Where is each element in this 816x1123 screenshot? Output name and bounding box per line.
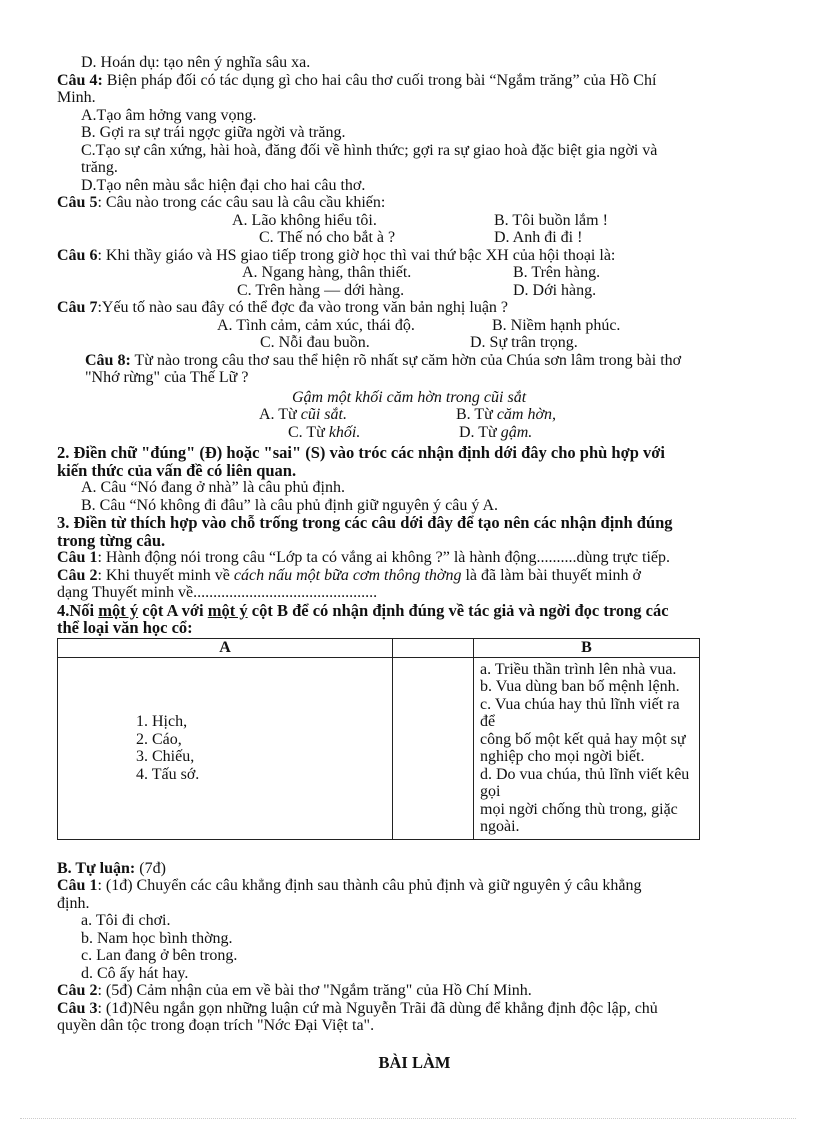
part3-q2: Câu 2: Khi thuyết minh về cách nấu một bữa cơm thông thờng là đã làm bài thuyết minh ở: [57, 566, 641, 584]
q5-options-row2: [57, 229, 772, 247]
q5-option-c: C. Thế nó cho bắt à ?: [259, 229, 396, 246]
q7-options-row1: [57, 317, 772, 335]
q4-option-c-cont: trăng.: [81, 159, 118, 176]
q4-prompt: Câu 4: Biện pháp đối có tác dụng gì cho hai câu thơ cuối trong bài “Ngắm trăng” của Hồ Chí: [57, 71, 657, 89]
part4-heading-cont: thể loại văn học cổ:: [57, 618, 193, 637]
column-middle-cell: [393, 657, 474, 839]
column-a-cell: [58, 657, 393, 839]
q4-option-c: C.Tạo sự cân xứng, hài hoà, đăng đối về hình thức; gợi ra sự giao hoà đặc biệt gia ngời và: [81, 141, 658, 159]
column-middle-header: [393, 638, 474, 657]
column-b-line: d. Do vua chúa, thủ lĩnh viết kêu gọi: [480, 765, 690, 800]
column-a-header: A: [58, 638, 393, 657]
matching-table: [57, 638, 700, 840]
q8-options-row1: [57, 406, 772, 424]
column-a-item: 3. Chiếu,: [136, 748, 195, 765]
partB-q1-cont: định.: [57, 894, 90, 912]
exam-page: [57, 54, 772, 1071]
q4-prompt-cont: Minh.: [57, 89, 96, 106]
partB-heading: B. Tự luận: (7đ): [57, 859, 166, 877]
partB-q3: Câu 3: (1đ)Nêu ngắn gọn những luận cứ mà Nguyễn Trãi đã dùng để khẳng định độc lập, chủ: [57, 999, 658, 1017]
q5-option-a: A. Lão không hiểu tôi.: [232, 211, 377, 229]
q7-option-b: B. Niềm hạnh phúc.: [492, 316, 621, 334]
q8-label: Câu 8:: [85, 351, 131, 369]
q6-label: Câu 6: [57, 246, 98, 264]
partB-item-b: b. Nam học bình thờng.: [81, 929, 233, 947]
q8-option-d: D. Từ gậm.: [459, 423, 533, 441]
q7-option-c: C. Nỗi đau buồn.: [260, 334, 370, 351]
column-b-line: a. Triều thần trình lên nhà vua.: [480, 660, 677, 678]
part2-item-b: B. Câu “Nó không đi đâu” là câu phủ định giữ nguyên ý câu ý A.: [81, 496, 499, 514]
q5-prompt: Câu 5: Câu nào trong các câu sau là câu cầu khiến:: [57, 194, 386, 211]
part3-heading: 3. Điền từ thích hợp vào chỗ trống trong các câu dới đây để tạo nên các nhận định đúng: [57, 513, 673, 532]
q6-options-row2: [57, 282, 772, 300]
q6-option-d: D. Dới hàng.: [513, 281, 597, 299]
column-b-line: b. Vua dùng ban bố mệnh lệnh.: [480, 678, 680, 695]
column-b-line: công bố một kết quả hay một sự: [480, 730, 686, 748]
q7-label: Câu 7: [57, 299, 98, 316]
q7-prompt: Câu 7:Yếu tố nào sau đây có thể đợc đa vào trong văn bản nghị luận ?: [57, 299, 509, 316]
q8-option-a: A. Từ cũi sắt.: [259, 406, 347, 423]
q6-prompt: Câu 6: Khi thầy giáo và HS giao tiếp trong giờ học thì vai thứ bậc XH của hội thoại là:: [57, 246, 616, 264]
matching-table-header: [58, 638, 700, 657]
column-a-item: 1. Hịch,: [136, 713, 188, 730]
column-a-item: 4. Tấu sớ.: [136, 765, 200, 783]
column-b-header: B: [474, 638, 700, 657]
part3-q1: Câu 1: Hành động nói trong câu “Lớp ta có vắng ai không ?” là hành động..........dùng trực tiếp.: [57, 549, 670, 566]
column-b-line: ngoài.: [480, 818, 520, 835]
q6-option-a: A. Ngang hàng, thân thiết.: [242, 264, 412, 281]
q4-option-b: B. Gợi ra sự trái ngợc giữa ngời và trăng.: [81, 124, 346, 141]
q8-verse-row: [57, 389, 772, 407]
q8-options-row2: [57, 424, 772, 442]
column-b-line: nghiệp cho mọi ngời biết.: [480, 748, 645, 765]
q5-options-row1: [57, 212, 772, 230]
partB-item-d: d. Cô ấy hát hay.: [81, 964, 189, 982]
q5-label: Câu 5: [57, 194, 98, 211]
q8-option-c: C. Từ khối.: [288, 423, 361, 441]
q4-option-a: A.Tạo âm hởng vang vọng.: [81, 106, 257, 124]
part3-heading-cont: trong từng câu.: [57, 530, 166, 550]
column-b-line: mọi ngời chống thù trong, giặc: [480, 800, 678, 818]
q7-option-a: A. Tình cảm, cảm xúc, thái độ.: [217, 316, 415, 334]
page-bottom-divider: [20, 1118, 796, 1119]
q5-option-d: D. Anh đi đi !: [494, 229, 583, 246]
q8-prompt: Câu 8: Từ nào trong câu thơ sau thể hiện rõ nhất sự căm hờn của Chúa sơn lâm trong bài thơ: [85, 351, 682, 369]
partB-q2: Câu 2: (5đ) Cảm nhận của em về bài thơ "Ngắm trăng" của Hồ Chí Minh.: [57, 982, 532, 999]
part2-item-a: A. Câu “Nó đang ở nhà” là câu phủ định.: [81, 479, 345, 496]
column-a-item: 2. Cáo,: [136, 730, 182, 748]
part2-heading-cont: kiến thức của vấn đề có liên quan.: [57, 460, 297, 480]
q5-option-b: B. Tôi buồn lắm !: [494, 211, 608, 229]
q4-label: Câu 4:: [57, 71, 103, 89]
q8-option-b: B. Từ căm hờn,: [456, 406, 557, 423]
q7-option-d: D. Sự trân trọng.: [470, 334, 578, 351]
q8-prompt-cont: "Nhớ rừng" của Thế Lữ ?: [85, 369, 249, 386]
answer-section-title: BÀI LÀM: [378, 1052, 451, 1072]
partB-item-c: c. Lan đang ở bên trong.: [81, 947, 238, 964]
part4-heading: 4.Nối một ý cột A với một ý cột B để có nhận định đúng về tác giả và ngời đọc trong các: [57, 600, 669, 620]
part3-q2-cont: dạng Thuyết minh về..............................................: [57, 584, 378, 601]
q4-option-d: D.Tạo nên màu sắc hiện đại cho hai câu thơ.: [81, 176, 366, 194]
q7-options-row2: [57, 334, 772, 352]
part2-heading: 2. Điền chữ "đúng" (Đ) hoặc "sai" (S) vào tróc các nhận định dới đây cho phù hợp với: [57, 443, 666, 462]
partB-q1: Câu 1: (1đ) Chuyển các câu khẳng định sau thành câu phủ định và giữ nguyên ý câu khẳng: [57, 877, 642, 894]
matching-table-body: [58, 657, 700, 839]
q6-options-row1: [57, 264, 772, 282]
q6-option-b: B. Trên hàng.: [513, 264, 601, 281]
q6-option-c: C. Trên hàng — dới hàng.: [237, 281, 405, 299]
q8-verse: Gậm một khối căm hờn trong cũi sắt: [292, 388, 527, 406]
partB-q3-cont: quyền dân tộc trong đoạn trích "Nớc Đại Việt ta".: [57, 1017, 375, 1034]
column-b-line: c. Vua chúa hay thủ lĩnh viết ra để: [480, 695, 680, 730]
column-b-cell: [474, 657, 700, 839]
q3-option-d: D. Hoán dụ: tạo nên ý nghĩa sâu xa.: [81, 54, 311, 71]
partB-item-a: a. Tôi đi chơi.: [81, 912, 171, 929]
